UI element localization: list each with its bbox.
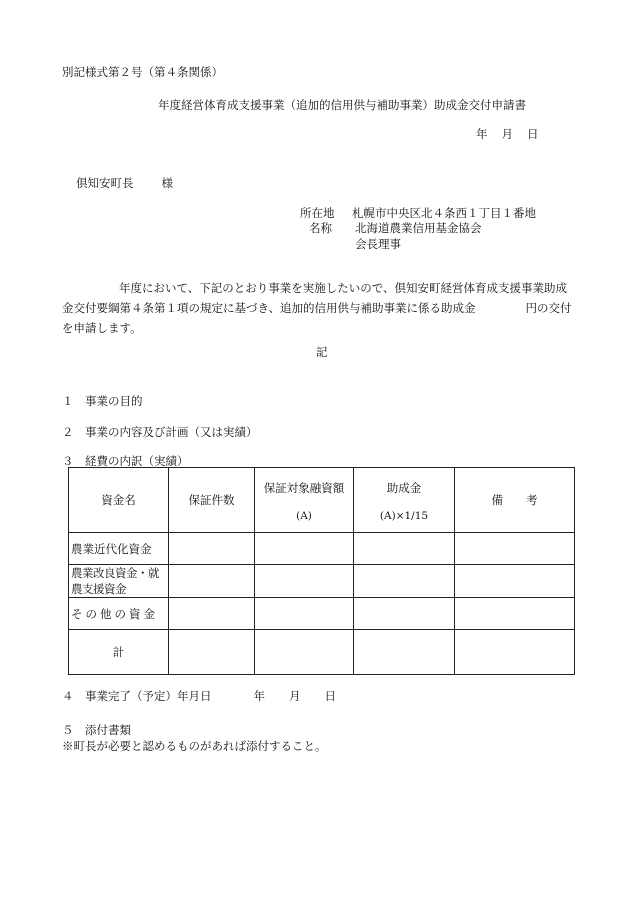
item-completion-label: ４ 事業完了（予定）年月日 (62, 689, 212, 703)
cell-loan-amount (255, 598, 354, 630)
paragraph-line-2-text: 金交付要綱第４条第１項の規定に基づき、追加的信用供与補助事業に係る助成金 (62, 301, 476, 315)
header-loan-amount (255, 468, 354, 533)
row-label-total: 計 (69, 630, 169, 675)
cell-loan-amount (255, 630, 354, 675)
date-month: 月 (501, 127, 513, 141)
cell-subsidy (354, 630, 455, 675)
cell-guarantee-count (169, 533, 255, 565)
paragraph-line-2 (62, 298, 592, 318)
applicant-title: 会長理事 (355, 237, 401, 251)
applicant-name: 北海道農業信用基金協会 (355, 221, 482, 235)
date-line (476, 126, 539, 142)
header-subsidy (354, 468, 455, 533)
item-purpose: １ 事業の目的 (62, 394, 143, 408)
cell-remarks (455, 598, 575, 630)
cell-guarantee-count (169, 598, 255, 630)
header-guarantee-count: 保証件数 (169, 468, 255, 533)
header-subsidy-label: 助成金 (386, 481, 422, 495)
header-fund-name: 資金名 (69, 468, 169, 533)
paragraph-line-2-end: 円の交付 (525, 301, 572, 315)
cell-guarantee-count (169, 565, 255, 598)
applicant-address: 札幌市中央区北４条西１丁目１番地 (352, 206, 536, 220)
paragraph-line-3: を申請します。 (62, 321, 142, 335)
completion-year: 年 (253, 689, 265, 703)
row-label-kairyo: 農業改良資金・就農支援資金 (69, 565, 169, 598)
item-completion-date (62, 688, 336, 704)
ki-label: 記 (316, 345, 328, 359)
cell-remarks (455, 630, 575, 675)
addressee-name: 倶知安町長 (76, 176, 134, 190)
header-remarks: 備 考 (455, 468, 575, 533)
header-loan-amount-label: 保証対象融資額 (263, 481, 345, 495)
cell-subsidy (354, 533, 455, 565)
header-loan-amount-sub: (A) (296, 510, 312, 522)
table-row (69, 598, 575, 630)
document-title: 年度経営体育成支援事業（追加的信用供与補助事業）助成金交付申請書 (158, 98, 526, 112)
applicant-name-label: 名称 (309, 221, 332, 235)
completion-day: 日 (324, 689, 336, 703)
cell-subsidy (354, 565, 455, 598)
paragraph-line-1: 年度において、下記のとおり事業を実施したいので、倶知安町経営体育成支援事業助成 (119, 281, 568, 295)
form-reference: 別記様式第２号（第４条関係） (62, 65, 223, 79)
table-row (69, 533, 575, 565)
header-subsidy-sub: (A)×1/15 (379, 510, 429, 522)
table-row-total (69, 630, 575, 675)
addressee (76, 175, 173, 191)
applicant-address-label: 所在地 (300, 206, 335, 220)
addressee-honorific: 様 (161, 176, 173, 190)
attachment-note: ※町長が必要と認めるものがあれば添付すること。 (62, 739, 327, 753)
expense-table (68, 467, 575, 675)
cell-remarks (455, 533, 575, 565)
completion-month: 月 (289, 689, 301, 703)
cell-loan-amount (255, 533, 354, 565)
item-expenses: ３ 経費の内訳（実績） (62, 454, 189, 468)
item-content: ２ 事業の内容及び計画（又は実績） (62, 425, 258, 439)
row-label-kindaika: 農業近代化資金 (69, 533, 169, 565)
cell-remarks (455, 565, 575, 598)
application-paragraph (62, 278, 592, 338)
item-attachments: ５ 添付書類 (62, 723, 131, 737)
date-day: 日 (527, 127, 539, 141)
row-label-other: その他の資金 (69, 598, 169, 630)
cell-guarantee-count (169, 630, 255, 675)
cell-subsidy (354, 598, 455, 630)
date-year: 年 (476, 127, 488, 141)
table-row (69, 565, 575, 598)
cell-loan-amount (255, 565, 354, 598)
